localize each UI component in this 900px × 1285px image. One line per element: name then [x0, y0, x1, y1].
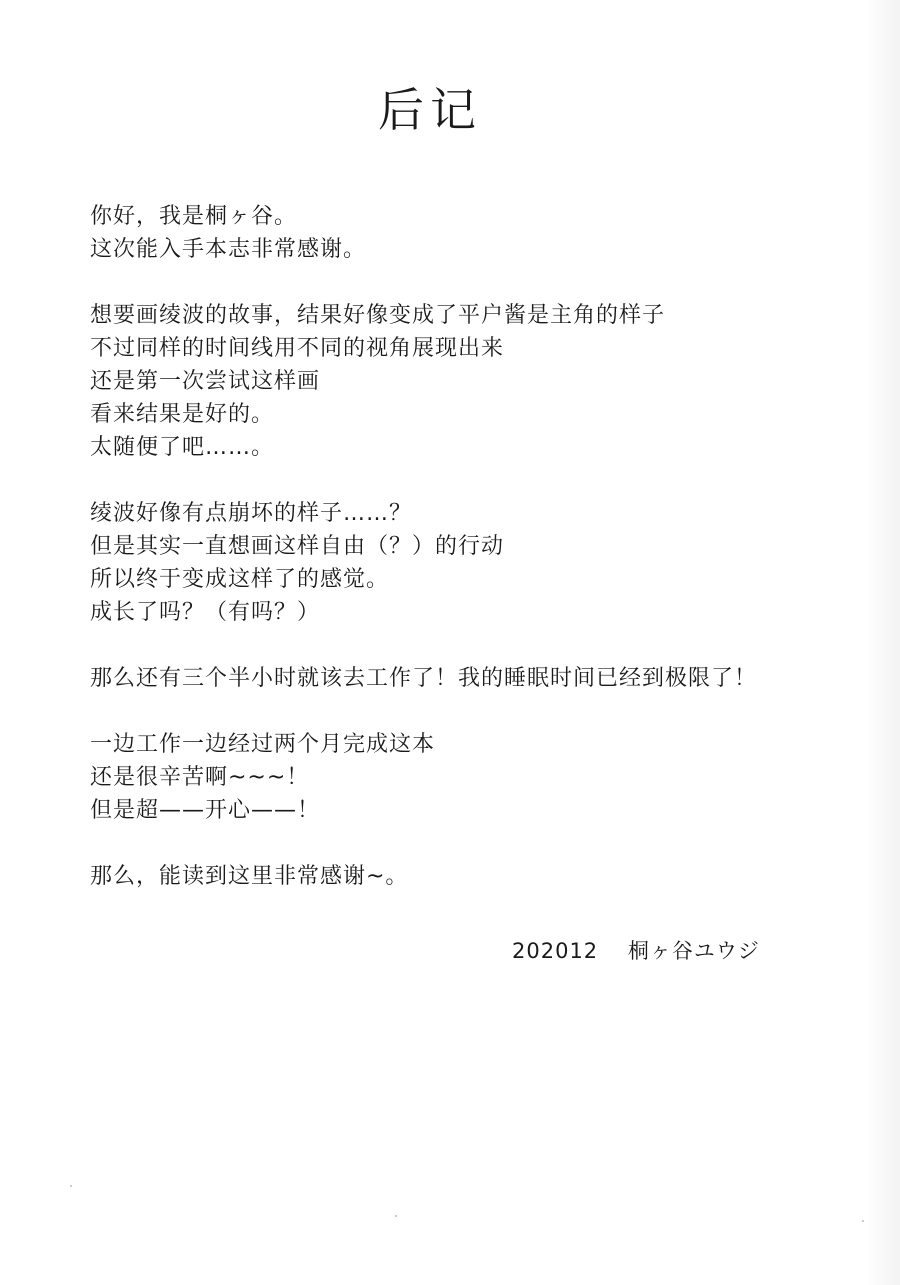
text-line: 成长了吗？（有吗？） [90, 600, 321, 625]
text-line: 绫波好像有点崩坏的样子……？ [90, 501, 413, 526]
paragraph-gap [90, 629, 880, 662]
signature [512, 935, 760, 965]
page-title: 后记 [378, 83, 482, 137]
text-line: 那么，能读到这里非常感谢~。 [90, 864, 409, 889]
paper-speck [395, 1215, 397, 1217]
text-line: 一边工作一边经过两个月完成这本 [90, 732, 436, 757]
text-line: 还是第一次尝试这样画 [90, 369, 321, 394]
signature-author: 桐ヶ谷ユウジ [627, 939, 760, 963]
paper-speck [862, 1220, 864, 1222]
text-line: 想要画绫波的故事，结果好像变成了平户酱是主角的样子 [90, 303, 666, 328]
text-line: 那么还有三个半小时就该去工作了！我的睡眠时间已经到极限了！ [90, 666, 758, 691]
text-line: 但是超——开心——！ [90, 798, 321, 823]
text-line: 不过同样的时间线用不同的视角展现出来 [90, 336, 505, 361]
text-line: 太随便了吧……。 [90, 435, 275, 460]
text-line: 你好，我是桐ヶ谷。 [90, 204, 298, 229]
text-line: 但是其实一直想画这样自由（？）的行动 [90, 534, 505, 559]
text-line: 这次能入手本志非常感谢。 [90, 237, 367, 262]
paragraph-gap [90, 695, 880, 728]
paragraph-gap [90, 266, 880, 299]
paragraph-gap [90, 464, 880, 497]
paper-speck [70, 1185, 72, 1187]
signature-date: 202012 [512, 939, 599, 963]
text-line: 看来结果是好的。 [90, 402, 275, 427]
afterword-body [90, 200, 880, 893]
paragraph-gap [90, 827, 880, 860]
text-line: 所以终于变成这样了的感觉。 [90, 567, 390, 592]
text-line: 还是很辛苦啊~~~！ [90, 765, 310, 790]
